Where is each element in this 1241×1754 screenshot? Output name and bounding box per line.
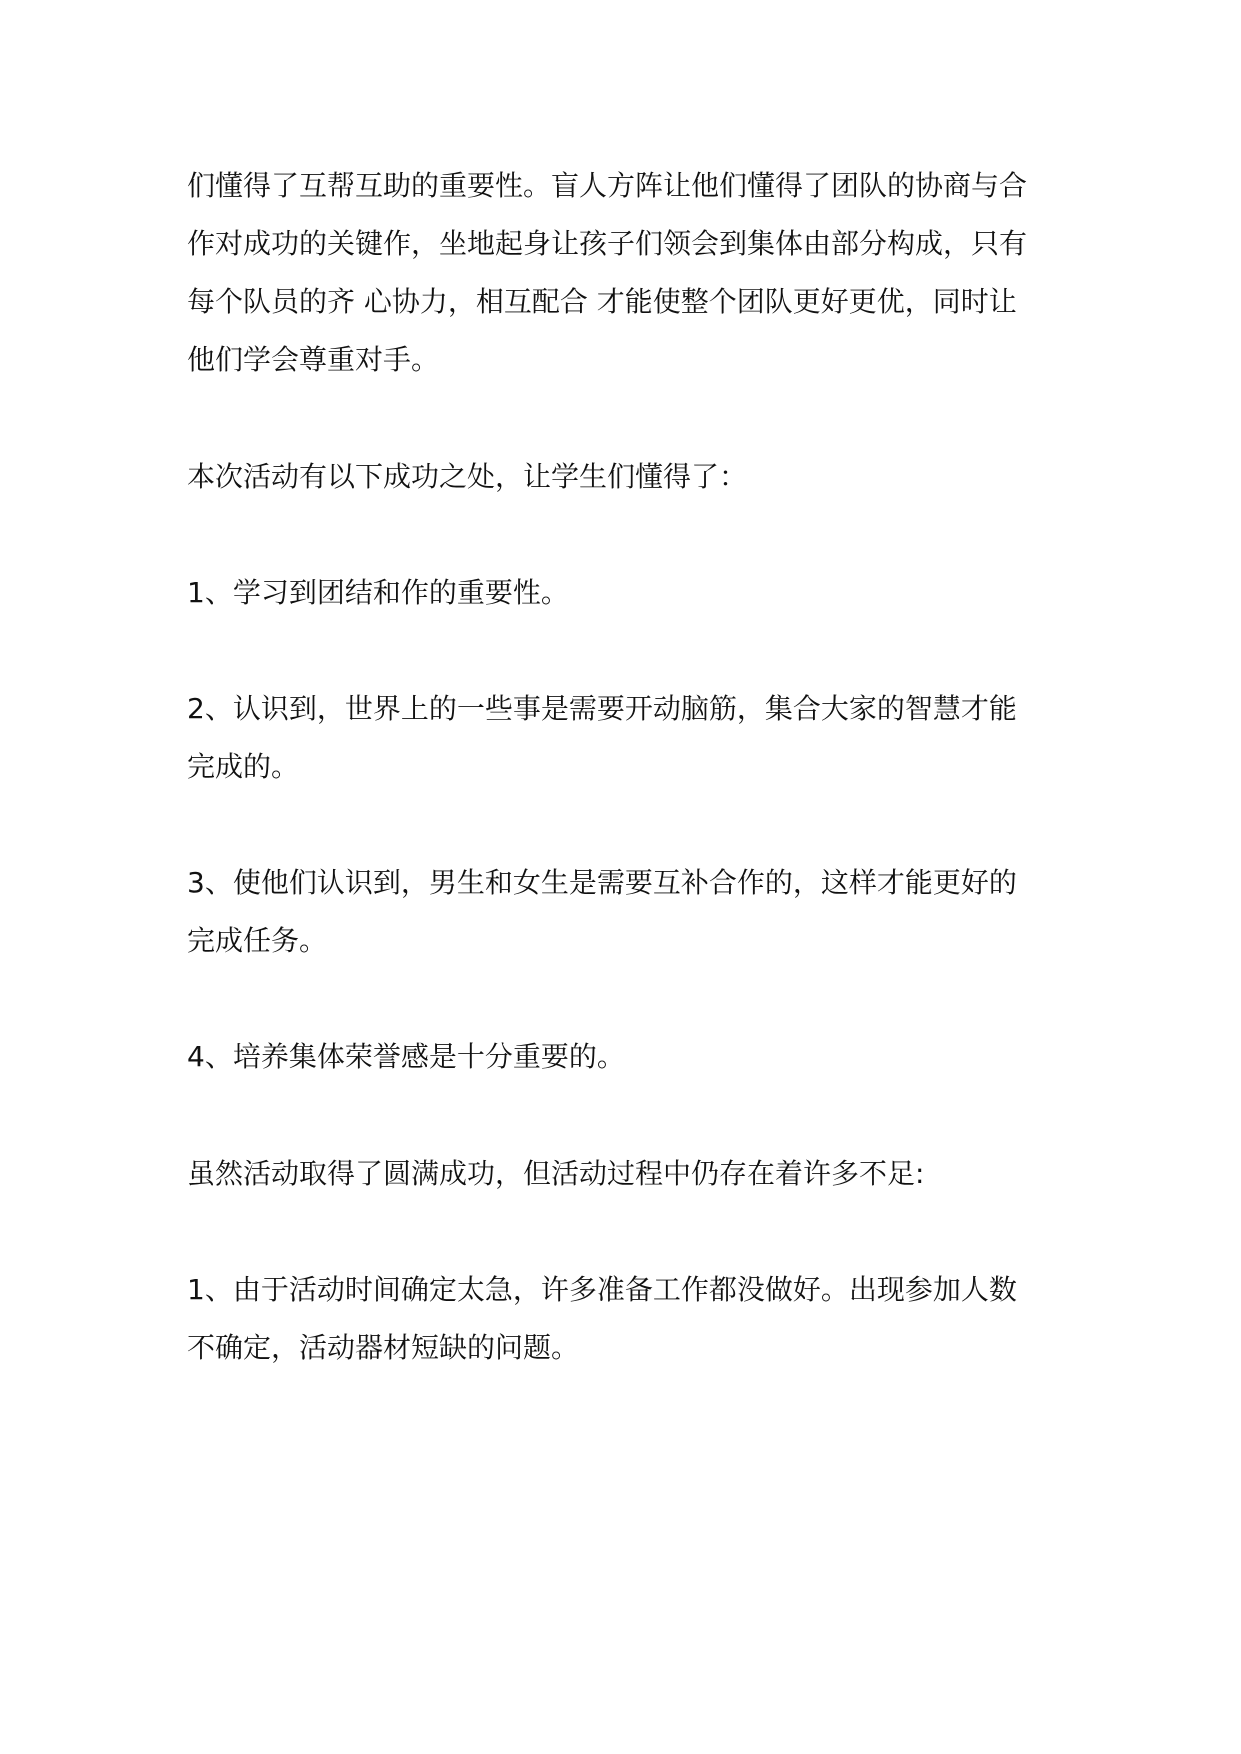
shortcoming-item-1-line-2: 不确定，活动器材短缺的问题。 <box>187 1331 580 1364</box>
paragraph-1-line-4: 他们学会尊重对手。 <box>187 343 440 376</box>
success-item-1: 1、学习到团结和作的重要性。 <box>187 576 569 609</box>
shortcoming-item-1-line-1: 1、由于活动时间确定太急，许多准备工作都没做好。出现参加人数 <box>187 1273 1017 1306</box>
success-item-2-line-2: 完成的。 <box>187 750 300 783</box>
paragraph-1-line-3: 每个队员的齐 心协力，相互配合 才能使整个团队更好更优，同时让 <box>187 285 1017 318</box>
success-intro: 本次活动有以下成功之处，让学生们懂得了： <box>187 460 748 493</box>
success-item-2-line-1: 2、认识到，世界上的一些事是需要开动脑筋，集合大家的智慧才能 <box>187 692 1017 725</box>
paragraph-1-line-2: 作对成功的关键作，坐地起身让孩子们领会到集体由部分构成，只有 <box>187 227 1028 260</box>
shortcomings-intro: 虽然活动取得了圆满成功，但活动过程中仍存在着许多不足: <box>187 1157 925 1190</box>
success-item-4: 4、培养集体荣誉感是十分重要的。 <box>187 1040 625 1073</box>
paragraph-1-line-1: 们懂得了互帮互助的重要性。盲人方阵让他们懂得了团队的协商与合 <box>187 169 1028 202</box>
success-item-3-line-1: 3、使他们认识到，男生和女生是需要互补合作的，这样才能更好的 <box>187 866 1017 899</box>
success-item-3-line-2: 完成任务。 <box>187 924 328 957</box>
